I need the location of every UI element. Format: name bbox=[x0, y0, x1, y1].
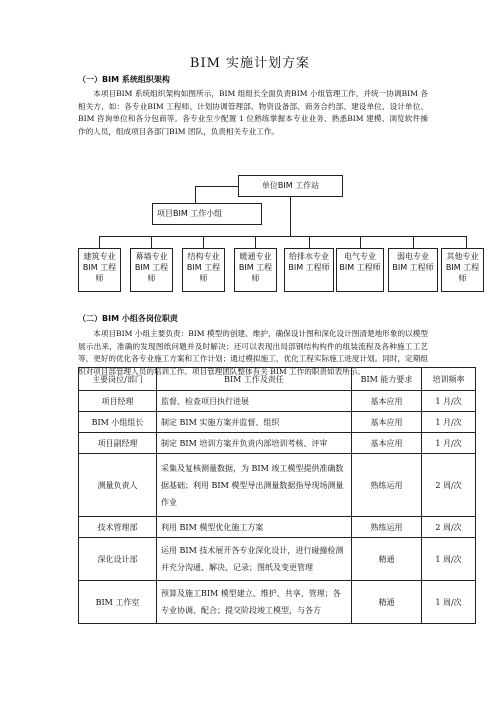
connector bbox=[466, 236, 467, 248]
cell-role: BIM 小组组长 bbox=[79, 412, 157, 433]
cell-duty: 利用 BIM 模型优化施工方案 bbox=[157, 517, 352, 538]
org-leaf: 弱电专业 BIM 工程师 bbox=[388, 248, 438, 292]
paragraph-org: 本项目BIM 系统组织架构如图所示，BIM 组组长全面负责BIM 小组管理工作，并统一协调BIM 各相关方，如：各专业BIM 工程师、计划协调管理部、物资设备部、商务合约部、建设单位、设计单位、BIM 咨询单位和各分包商等。各专业至少配置 1 位熟练掌握本专业业务、熟悉BIM 建模、浏览软件操作的人员，组成项目各部门BIM 团队，负责相关专业工作。 bbox=[78, 89, 428, 136]
connector bbox=[203, 236, 204, 248]
table-row bbox=[79, 454, 476, 517]
connector bbox=[195, 186, 238, 187]
cell-level: 熟练运用 bbox=[352, 454, 422, 517]
cell-duty: 制定 BIM 培训方案并负责内部培训考核、评审 bbox=[157, 433, 352, 454]
cell-role: 测量负责人 bbox=[79, 454, 157, 517]
cell-freq: 2 周/次 bbox=[422, 517, 476, 538]
connector bbox=[309, 236, 310, 248]
table-row bbox=[79, 433, 476, 454]
cell-role: 深化设计部 bbox=[79, 538, 157, 581]
cell-level: 基本应用 bbox=[352, 433, 422, 454]
cell-role: 项目经理 bbox=[79, 391, 157, 412]
cell-duty: 制定 BIM 实施方案并监督、组织 bbox=[157, 412, 352, 433]
cell-level: 精通 bbox=[352, 538, 422, 581]
table-row bbox=[79, 517, 476, 538]
connector bbox=[360, 236, 361, 248]
table-row bbox=[79, 391, 476, 412]
duties-table bbox=[78, 367, 476, 624]
table-header-cell: 主要岗位/部门 bbox=[79, 368, 157, 391]
cell-freq: 1 月/次 bbox=[422, 391, 476, 412]
table-row bbox=[79, 412, 476, 433]
connector bbox=[151, 236, 152, 248]
org-root-box: 单位BIM 工作站 bbox=[238, 175, 343, 197]
table-header-cell: BIM 工作及责任 bbox=[157, 368, 352, 391]
cell-freq: 2 周/次 bbox=[422, 454, 476, 517]
table-header-cell: 培训频率 bbox=[422, 368, 476, 391]
cell-duty: 预算及施工BIM 模型建立、维护、共享、管理；各专业协调、配合；提交阶段竣工模型，与各方 bbox=[157, 581, 352, 624]
table-row bbox=[79, 581, 476, 624]
cell-duty: 运用 BIM 技术展开各专业深化设计，进行碰撞检测并充分沟通、解决、记录；图纸及变更管理 bbox=[157, 538, 352, 581]
connector bbox=[99, 236, 466, 237]
connector bbox=[290, 197, 291, 236]
cell-freq: 1 月/次 bbox=[422, 412, 476, 433]
page-title: BIM 实施计划方案 bbox=[189, 56, 311, 71]
cell-level: 熟练运用 bbox=[352, 517, 422, 538]
cell-level: 基本应用 bbox=[352, 391, 422, 412]
connector bbox=[99, 236, 100, 248]
table-header-row bbox=[79, 368, 476, 391]
cell-level: 基本应用 bbox=[352, 412, 422, 433]
org-leaf: 暖通专业 BIM 工程师 bbox=[234, 248, 277, 292]
org-leaf: 结构专业 BIM 工程师 bbox=[182, 248, 225, 292]
cell-freq: 1 周/次 bbox=[422, 538, 476, 581]
cell-freq: 1 周/次 bbox=[422, 581, 476, 624]
cell-level: 精通 bbox=[352, 581, 422, 624]
org-group-box: 项目BIM 工作小组 bbox=[152, 203, 262, 225]
org-leaf: 电气专业 BIM 工程师 bbox=[336, 248, 384, 292]
cell-duty: 监督、检查项目执行进展 bbox=[157, 391, 352, 412]
org-leaf: 建筑专业 BIM 工程师 bbox=[78, 248, 121, 292]
cell-duty: 采集及复核测量数据，为 BIM 竣工模型提供准确数据基础；利用 BIM 模型导出测量数据指导现场测量作业 bbox=[157, 454, 352, 517]
paragraph-duties: 本项目BIM 小组主要负责：BIM 模型的创建、维护，确保设计图和深化设计图清楚地形象的以模型展示出来，准确的发现图纸问题并及时解决；还可以表现出局部钢结构构件的组装流程及各种施工工艺等，更好的优化各专业施工方案和工作计划；通过模拟施工，优化工程实际施工进度计划。同时，定期组织对项目部管理人员的培训工作。项目管理团队整体有关 BIM 工作的职责如表所示。 bbox=[78, 329, 428, 376]
connector bbox=[195, 186, 196, 203]
connector bbox=[413, 236, 414, 248]
section-heading-org: （一）BIM 系统组织架构 bbox=[78, 75, 170, 84]
cell-freq: 1 月/次 bbox=[422, 433, 476, 454]
cell-role: 技术管理部 bbox=[79, 517, 157, 538]
table-row bbox=[79, 538, 476, 581]
table-header-cell: BIM 能力要求 bbox=[352, 368, 422, 391]
cell-role: BIM 工作室 bbox=[79, 581, 157, 624]
cell-role: 项目副经理 bbox=[79, 433, 157, 454]
org-leaf: 幕墙专业 BIM 工程师 bbox=[130, 248, 173, 292]
section-heading-duties: （二）BIM 小组各岗位职责 bbox=[78, 314, 178, 323]
org-leaf: 其他专业 BIM 工程师 bbox=[441, 248, 484, 292]
org-leaf: 给排水专业 BIM 工程师 bbox=[284, 248, 334, 292]
connector bbox=[255, 236, 256, 248]
